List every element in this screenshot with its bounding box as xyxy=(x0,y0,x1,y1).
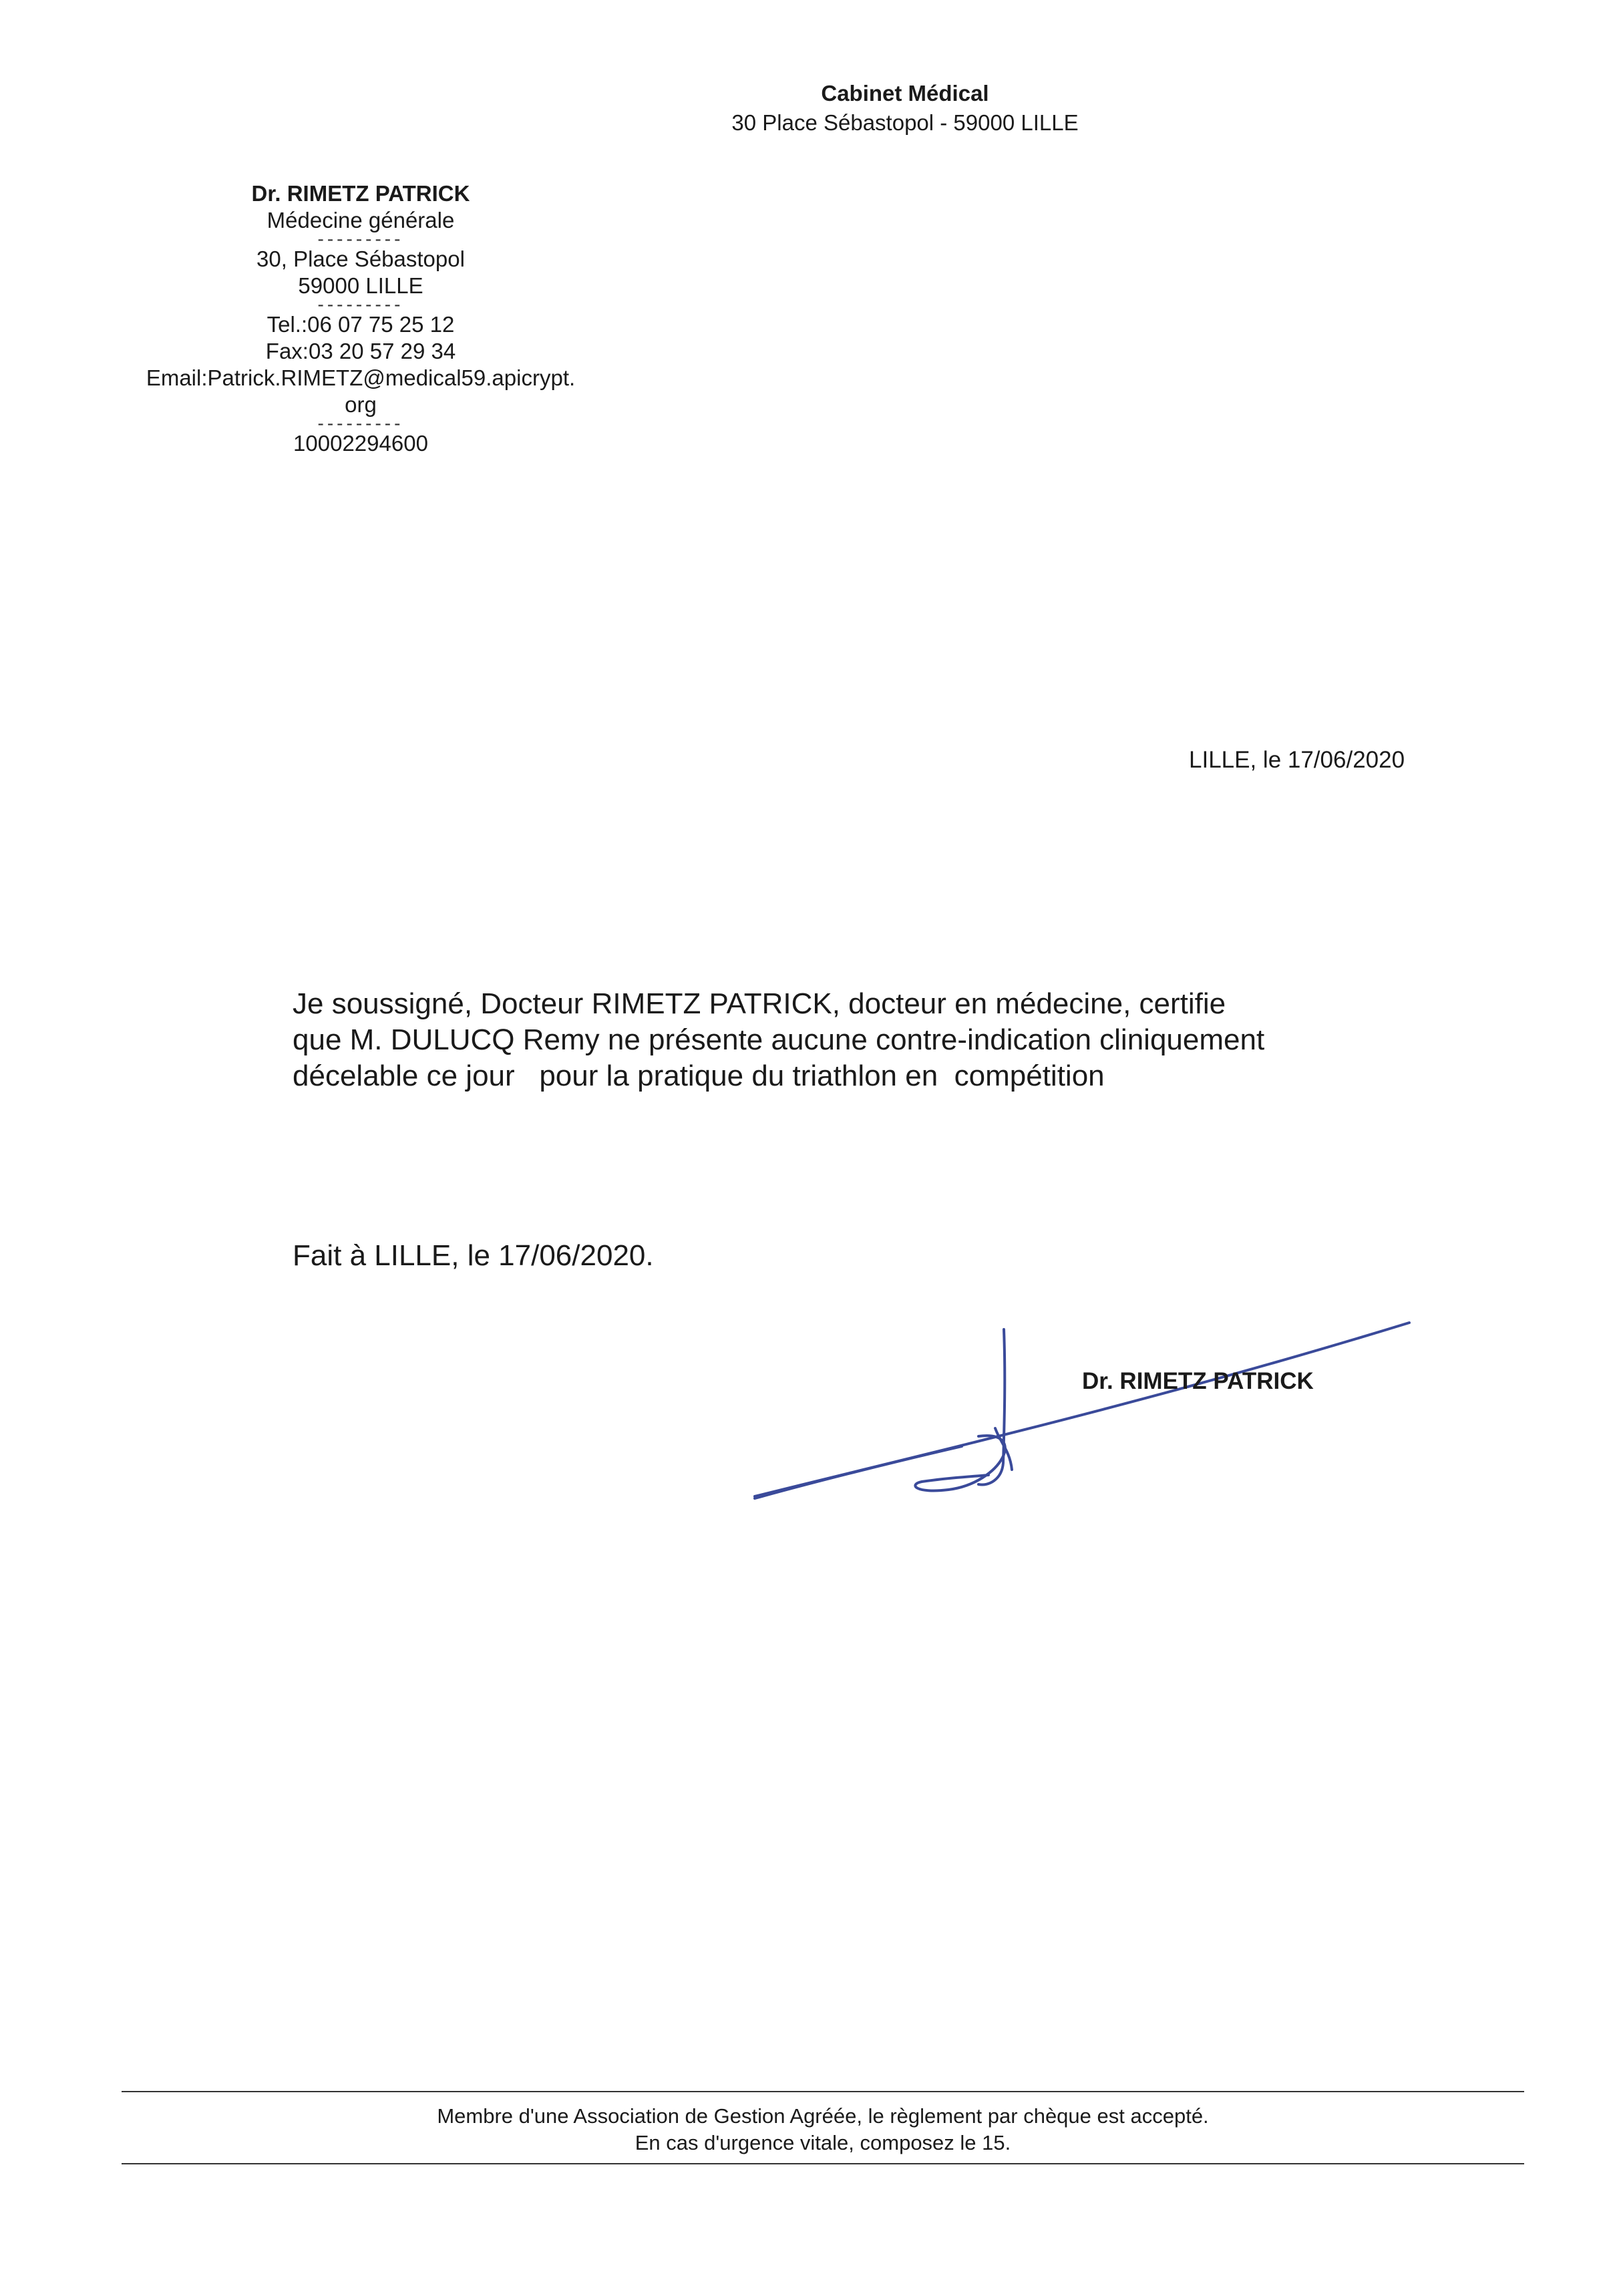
doctor-identifier: 10002294600 xyxy=(293,431,428,456)
footer-line-2: En cas d'urgence vitale, composez le 15. xyxy=(635,2131,1011,2154)
date-line: LILLE, le 17/06/2020 xyxy=(1189,747,1405,773)
footer-line-1: Membre d'une Association de Gestion Agréée, le règlement par chèque est accepté. xyxy=(437,2104,1209,2128)
separator: --------- xyxy=(317,299,404,311)
doctor-specialty: Médecine générale xyxy=(266,208,455,232)
cabinet-address: 30 Place Sébastopol - 59000 LILLE xyxy=(731,110,1079,135)
footer-divider-top xyxy=(122,2091,1524,2092)
doctor-tel: Tel.:06 07 75 25 12 xyxy=(266,312,455,337)
certificate-text xyxy=(293,986,1428,1094)
certificate-line: que M. DULUCQ Remy ne présente aucune contre-indication cliniquement xyxy=(293,1023,1265,1056)
signature-name: Dr. RIMETZ PATRICK xyxy=(1082,1368,1314,1394)
certificate-line: Je soussigné, Docteur RIMETZ PATRICK, docteur en médecine, certifie xyxy=(293,987,1226,1020)
signature-icon xyxy=(748,1309,1416,1523)
doctor-name: Dr. RIMETZ PATRICK xyxy=(251,181,470,206)
doctor-block xyxy=(107,180,614,457)
doctor-city: 59000 LILLE xyxy=(298,273,423,298)
done-at: Fait à LILLE, le 17/06/2020. xyxy=(293,1239,654,1272)
cabinet-title: Cabinet Médical xyxy=(821,81,989,106)
footer-divider-bottom xyxy=(122,2163,1524,2164)
doctor-email-cont: org xyxy=(345,392,377,417)
separator: --------- xyxy=(317,234,404,246)
footer xyxy=(122,2103,1524,2156)
doctor-fax: Fax:03 20 57 29 34 xyxy=(265,339,456,363)
doctor-email: Email:Patrick.RIMETZ@medical59.apicrypt. xyxy=(146,365,576,390)
separator: --------- xyxy=(317,418,404,430)
doctor-street: 30, Place Sébastopol xyxy=(256,247,465,271)
certificate-line: décelable ce jour pour la pratique du triathlon en compétition xyxy=(293,1059,1105,1092)
cabinet-header xyxy=(731,79,1079,138)
